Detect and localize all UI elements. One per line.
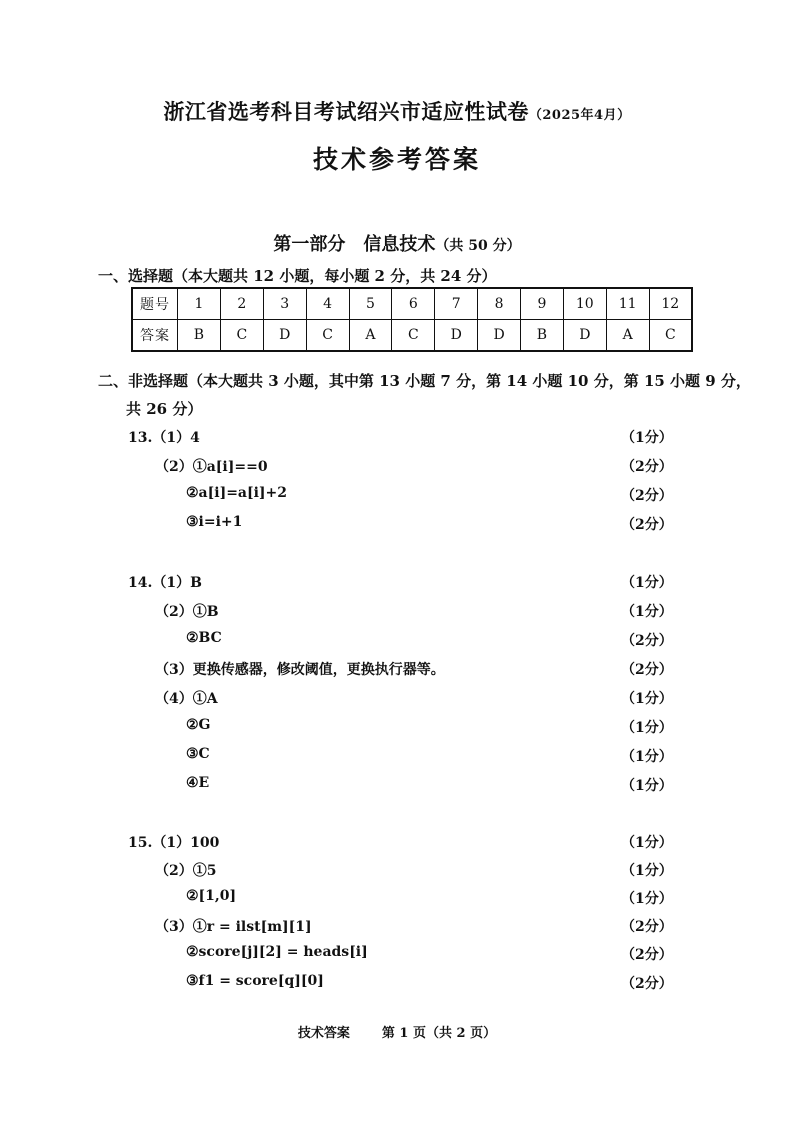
row-label-answer: 答案 bbox=[132, 320, 178, 352]
answer-line: ②[1,0] bbox=[186, 888, 237, 904]
score-note: （1分） bbox=[621, 778, 673, 794]
exam-date-note: （2025年4月） bbox=[528, 108, 631, 123]
score-note: （2分） bbox=[621, 488, 673, 504]
answer-cell: D bbox=[435, 320, 478, 352]
answer-line: ③C bbox=[186, 746, 210, 762]
answer-line: ②score[j][2] = heads[i] bbox=[186, 944, 368, 960]
question-number: 6 bbox=[392, 288, 435, 320]
footer-page-number: 第 1 页（共 2 页） bbox=[381, 1026, 497, 1041]
score-note: （1分） bbox=[621, 691, 673, 707]
score-note: （1分） bbox=[621, 575, 673, 591]
score-note: （1分） bbox=[621, 835, 673, 851]
score-note: （2分） bbox=[621, 633, 673, 649]
answer-line: ②BC bbox=[186, 630, 222, 646]
score-note: （2分） bbox=[621, 919, 673, 935]
answer-line: 14.（1）B bbox=[128, 575, 202, 591]
section2-heading: 二、非选择题（本大题共 3 小题，其中第 13 小题 7 分，第 14 小题 10 分，第 15 小题 9 分， bbox=[98, 372, 751, 390]
answer-line: （2）①a[i]==0 bbox=[155, 459, 268, 475]
question-number: 12 bbox=[649, 288, 692, 320]
question-number: 8 bbox=[478, 288, 521, 320]
answer-cell: C bbox=[392, 320, 435, 352]
question-number: 4 bbox=[306, 288, 349, 320]
answer-line: （3）①r = ilst[m][1] bbox=[155, 919, 312, 935]
answer-line: ③f1 = score[q][0] bbox=[186, 973, 324, 989]
answer-cell: D bbox=[563, 320, 606, 352]
answer-line: ④E bbox=[186, 775, 210, 791]
score-note: （2分） bbox=[621, 459, 673, 475]
section1-heading: 一、选择题（本大题共 12 小题，每小题 2 分，共 24 分） bbox=[98, 267, 497, 285]
question-number: 7 bbox=[435, 288, 478, 320]
score-note: （1分） bbox=[621, 604, 673, 620]
answer-cell: A bbox=[349, 320, 392, 352]
question-number: 9 bbox=[521, 288, 564, 320]
part-name: 信息技术 bbox=[363, 234, 436, 255]
answer-line: （2）①5 bbox=[155, 863, 217, 879]
page-footer bbox=[0, 1022, 794, 1041]
question-number-row bbox=[132, 288, 692, 320]
score-note: （1分） bbox=[621, 749, 673, 765]
answer-cell: C bbox=[649, 320, 692, 352]
part-score-note: （共 50 分） bbox=[435, 238, 521, 254]
score-note: （2分） bbox=[621, 662, 673, 678]
exam-title-text: 浙江省选考科目考试绍兴市适应性试卷 bbox=[163, 99, 529, 124]
score-note: （1分） bbox=[621, 430, 673, 446]
section2-heading-continued: 共 26 分） bbox=[126, 400, 203, 418]
answer-row bbox=[132, 320, 692, 352]
exam-title bbox=[0, 96, 794, 126]
footer-doc-name: 技术答案 bbox=[297, 1026, 350, 1041]
score-note: （1分） bbox=[621, 720, 673, 736]
score-note: （1分） bbox=[621, 891, 673, 907]
question-number: 1 bbox=[178, 288, 221, 320]
answer-line: （4）①A bbox=[155, 691, 218, 707]
score-note: （1分） bbox=[621, 863, 673, 879]
answer-line: （2）①B bbox=[155, 604, 219, 620]
question-number: 11 bbox=[606, 288, 649, 320]
question-number: 5 bbox=[349, 288, 392, 320]
answer-cell: C bbox=[306, 320, 349, 352]
question-number: 3 bbox=[263, 288, 306, 320]
answer-cell: D bbox=[263, 320, 306, 352]
part-heading bbox=[0, 230, 794, 256]
question-number: 2 bbox=[220, 288, 263, 320]
score-note: （2分） bbox=[621, 947, 673, 963]
answer-cell: B bbox=[521, 320, 564, 352]
answer-cell: B bbox=[178, 320, 221, 352]
question-number: 10 bbox=[563, 288, 606, 320]
answer-line: 13.（1）4 bbox=[128, 430, 200, 446]
answer-cell: C bbox=[220, 320, 263, 352]
answer-line: 15.（1）100 bbox=[128, 835, 220, 851]
choice-answer-table bbox=[131, 287, 693, 352]
answer-line: ③i=i+1 bbox=[186, 514, 243, 530]
answer-line: ②a[i]=a[i]+2 bbox=[186, 485, 288, 501]
row-label-number: 题号 bbox=[132, 288, 178, 320]
answer-cell: D bbox=[478, 320, 521, 352]
answer-cell: A bbox=[606, 320, 649, 352]
document-subtitle: 技术参考答案 bbox=[312, 145, 481, 174]
part-number: 第一部分 bbox=[273, 234, 346, 255]
answer-line: （3）更换传感器，修改阈值，更换执行器等。 bbox=[155, 662, 445, 678]
score-note: （2分） bbox=[621, 976, 673, 992]
answer-line: ②G bbox=[186, 717, 211, 733]
score-note: （2分） bbox=[621, 517, 673, 533]
